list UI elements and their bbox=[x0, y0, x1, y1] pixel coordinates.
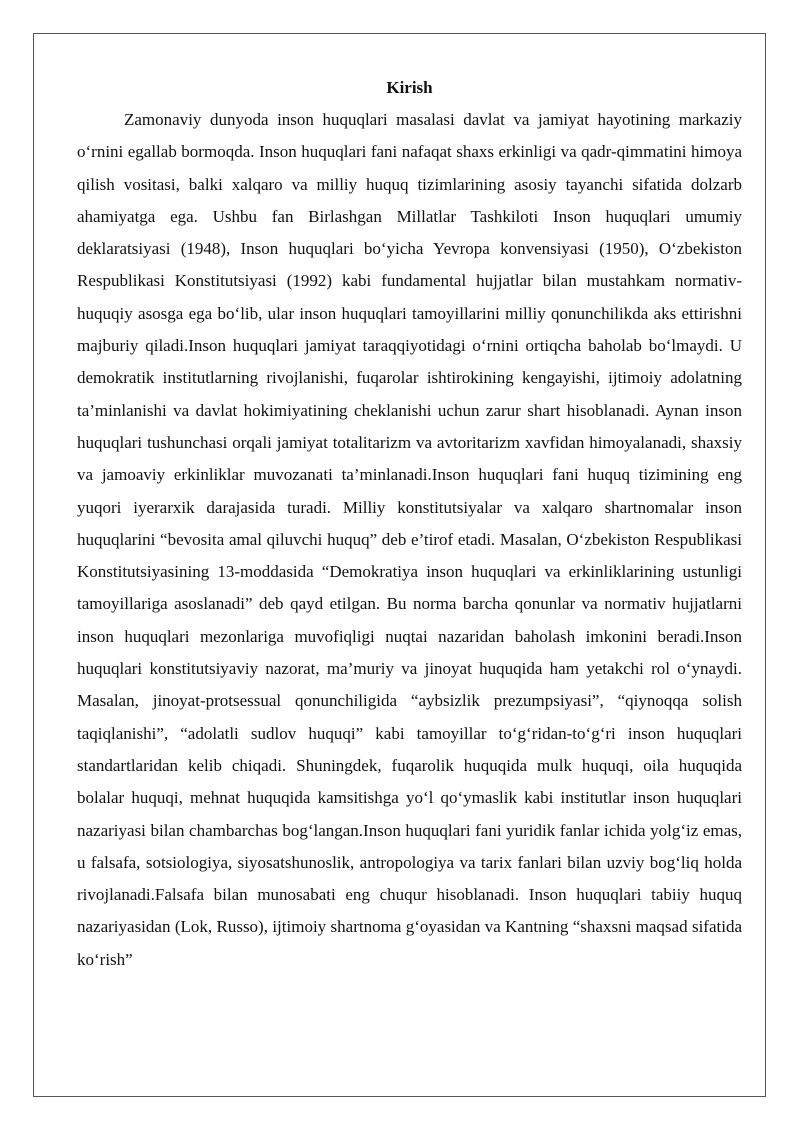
section-heading: Kirish bbox=[386, 78, 433, 97]
body-paragraph: Zamonaviy dunyoda inson huquqlari masalasi davlat va jamiyat hayotining markaziy o‘rnini egallab bormoqda. Inson huquqlari fani nafaqat shaxs erkinligi va qadr-qimmatini himoya qilish vositasi, balki xalqaro va milliy huquq tizimlarining asosiy tayanchi sifatida dolzarb ahamiyatga ega. Ushbu fan Birlashgan Millatlar Tashkiloti Inson huquqlari umumiy deklaratsiyasi (1948), Inson huquqlari bo‘yicha Yevropa konvensiyasi (1950), O‘zbekiston Respublikasi Konstitutsiyasi (1992) kabi fundamental hujjatlar bilan mustahkam normativ-huquqiy asosga ega bo‘lib, ular inson huquqlari tamoyillarini milliy qonunchilikda aks ettirishni majburiy qiladi.Inson huquqlari jamiyat taraqqiyotidagi o‘rnini ortiqcha baholab bo‘lmaydi. U demokratik institutlarning rivojlanishi, fuqarolar ishtirokining kengayishi, ijtimoiy adolatning ta’minlanishi va davlat hokimiyatining cheklanishi uchun zarur shart hisoblanadi. Aynan inson huquqlari tushunchasi orqali jamiyat totalitarizm va avtoritarizm xavfidan himoyalanadi, shaxsiy va jamoaviy erkinliklar muvozanati ta’minlanadi.Inson huquqlari fani huquq tizimining eng yuqori iyerarxik darajasida turadi. Milliy konstitutsiyalar va xalqaro shartnomalar inson huquqlarini “bevosita amal qiluvchi huquq” deb e’tirof etadi. Masalan, O‘zbekiston Respublikasi Konstitutsiyasining 13-moddasida “Demokratiya inson huquqlari va erkinliklarining ustunligi tamoyillariga asoslanadi” deb qayd etilgan. Bu norma barcha qonunlar va normativ hujjatlarni inson huquqlari mezonlariga muvofiqligi nuqtai nazaridan baholash imkonini beradi.Inson huquqlari konstitutsiyaviy nazorat, ma’muriy va jinoyat huquqida ham yetakchi rol o‘ynaydi. Masalan, jinoyat-protsessual qonunchiligida “aybsizlik prezumpsiyasi”, “qiynoqqa solish taqiqlanishi”, “adolatli sudlov huquqi” kabi tamoyillar to‘g‘ridan-to‘g‘ri inson huquqlari standartlaridan kelib chiqadi. Shuningdek, fuqarolik huquqida mulk huquqi, oila huquqida bolalar huquqi, mehnat huquqida kamsitishga yo‘l qo‘ymaslik kabi institutlar inson huquqlari nazariyasi bilan chambarchas bog‘langan.Inson huquqlari fani yuridik fanlar ichida yolg‘iz emas, u falsafa, sotsiologiya, siyosatshunoslik, antropologiya va tarix fanlari bilan uzviy bog‘liq holda rivojlanadi.Falsafa bilan munosabati eng chuqur hisoblanadi. Inson huquqlari tabiiy huquq nazariyasidan (Lok, Russo), ijtimoiy shartnoma g‘oyasidan va Kantning “shaxsni maqsad sifatida ko‘rish” bbox=[77, 110, 742, 969]
document-content bbox=[77, 72, 742, 976]
